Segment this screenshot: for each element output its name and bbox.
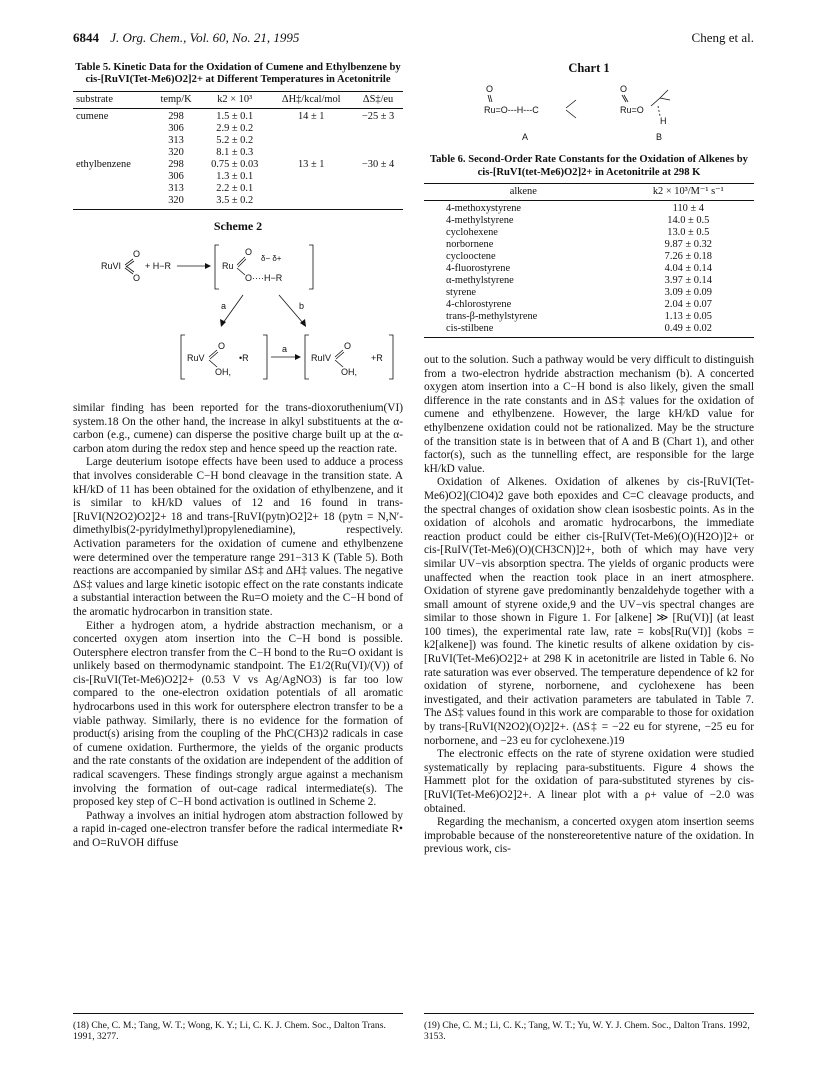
table6-cell: 14.0 ± 0.5: [667, 215, 710, 226]
chart1-label-b: B: [656, 131, 663, 142]
table6-row: [424, 287, 754, 299]
table5-col-ds: ΔS‡/eu: [353, 91, 403, 108]
table5-cell: 0.75 ± 0.03: [211, 158, 259, 170]
left-column: [73, 62, 403, 851]
table6-cell: 4.04 ± 0.14: [664, 263, 712, 274]
table5-row: [73, 123, 403, 135]
table6-cell: 1.13 ± 0.05: [664, 311, 712, 322]
table5-cell: −30 ± 4: [361, 158, 395, 170]
scheme2-int2-cation: +R: [371, 353, 383, 364]
left-paragraph-4: Pathway a involves an initial hydrogen atom abstraction followed by a rapid in-caged one-electron transfer before the radical intermediate R• and O=RuVOH diffuse: [73, 809, 403, 849]
table5-cell: ethylbenzene: [76, 158, 131, 170]
table5-cell: [73, 195, 152, 210]
table6-col-k2: k2 × 10³/M⁻¹ s⁻¹: [623, 184, 754, 201]
table6-row: [424, 201, 754, 216]
scheme2-reactant-ru: RuVI: [101, 261, 122, 272]
table5-cell: cumene: [76, 110, 109, 122]
table6-row: [424, 239, 754, 251]
table5-cell: 13 ± 1: [297, 158, 325, 170]
scheme2-ts-charges: δ− δ+: [261, 254, 282, 264]
table5-cell: 14 ± 1: [297, 110, 325, 122]
table6-cell: cyclohexene: [446, 227, 498, 238]
table6: [424, 183, 754, 338]
scheme2-ts-o1: O: [245, 247, 253, 258]
table5-cell: 5.2 ± 0.2: [216, 134, 254, 146]
scheme2-int1-oh: OH,: [215, 367, 232, 378]
running-header: [73, 30, 754, 50]
scheme2-int2-ru: RuIV: [311, 353, 332, 364]
scheme2-path-b: b: [299, 301, 305, 312]
scheme2-reactant-o2: O: [133, 273, 141, 284]
table5-row: [73, 135, 403, 147]
table6-cell: 4-fluorostyrene: [446, 263, 511, 274]
table6-row: [424, 227, 754, 239]
table5-row: [73, 171, 403, 183]
table6-cell: 13.0 ± 0.5: [667, 227, 710, 238]
chart1-label-a: A: [522, 131, 529, 142]
table6-cell: styrene: [446, 287, 477, 298]
table6-cell: cyclooctene: [446, 251, 496, 262]
table5-cell: [269, 123, 353, 135]
table5-cell: −25 ± 3: [361, 110, 395, 122]
table5-cell: [269, 171, 353, 183]
running-authors: Cheng et al.: [691, 30, 754, 45]
table6-row: [424, 311, 754, 323]
table5-cell: [353, 147, 403, 159]
table5-row: [73, 147, 403, 159]
table6-cell: 4-methoxystyrene: [446, 203, 522, 214]
table5-cell: 320: [152, 195, 200, 210]
table5-cell: [73, 147, 152, 159]
right-column: [424, 62, 754, 857]
left-paragraph-3: Either a hydrogen atom, a hydride abstraction mechanism, or a concerted oxygen atom insertion into the C−H bond is possible. Outersphere electron transfer from the C−H bond to the Ru=O oxidant is unlikely based on thermodynamic standpoint. The E1/2(Ru(VI)/(V)) of cis-[RuVI(Tet-Me6)O2]2+ (0.53 V vs Ag/AgNO3) is far too low compared to the one-electron oxidation potentials of all aromatic hydrocarbons used in this work for outersphere electron transfer to be a viable pathway. Similarly, there is no evidence for the formation of product(s) arising from the coupling of the PhC(CH3)2 radicals in case of cumene oxidation. Furthermore, the yields of the organic products and the rate constants of the oxidation are independent of the addition of radical scavengers. These findings strongly argue against a mechanism involving the formation of out-cage radical intermediate(s). The proposed key step of C−H bond activation is outlined in Scheme 2.: [73, 619, 403, 809]
scheme2-plus-hr: + H−R: [145, 261, 172, 272]
table5-col-k2: k2 × 10³: [200, 91, 269, 108]
table5-cell: [353, 183, 403, 195]
table6-cell: 9.87 ± 0.32: [664, 239, 712, 250]
table5-cell: [73, 135, 152, 147]
table6-cell: 7.26 ± 0.18: [664, 251, 712, 262]
page-number: 6844: [73, 30, 99, 45]
chart1-diagram: [424, 80, 754, 146]
scheme2-int2-o: O: [344, 341, 352, 352]
left-paragraph-1: similar finding has been reported for the trans-dioxoruthenium(VI) system.18 On the other hand, the increase in alkyl substituents at the α-carbon (e.g., cumene) can disperse the positive charge built up at the α-carbon atom during the redox step and hence speed up the reaction rate.: [73, 402, 403, 455]
table5-cell: 298: [168, 158, 184, 170]
table6-cell: cis-stilbene: [424, 323, 623, 338]
table5-col-dh: ΔH‡/kcal/mol: [269, 91, 353, 108]
table5-cell: [353, 171, 403, 183]
table6-cell: trans-β-methylstyrene: [446, 311, 538, 322]
table6-cell: 0.49 ± 0.02: [623, 323, 754, 338]
chart1-a-bond: Ru=O---H---C: [484, 104, 539, 115]
table6-row: [424, 275, 754, 287]
table5-cell: 313: [168, 182, 184, 194]
chart1-b-hydrogen: H: [660, 115, 667, 126]
table6-cell: 4-methylstyrene: [446, 215, 514, 226]
journal-citation: J. Org. Chem., Vol. 60, No. 21, 1995: [110, 30, 300, 45]
right-paragraph-3: The electronic effects on the rate of styrene oxidation were studied systematically by replacing para-substituents. Figure 4 shows the Hammett plot for the oxidation of para-substituted styrenes by cis-[RuVI(Tet-Me6)O2]2+. A linear plot with a ρ+ value of −2.0 was obtained.: [424, 748, 754, 815]
scheme2-int2-oh: OH,: [341, 367, 358, 378]
table6-row: [424, 263, 754, 275]
chart1-a-oxygen: O: [486, 83, 494, 94]
table5-cell: 306: [168, 122, 184, 134]
right-paragraph-4: Regarding the mechanism, a concerted oxygen atom insertion seems improbable because of the nonstereoretentive nature of the oxidation. In previous work, cis-: [424, 816, 754, 856]
table5-cell: 306: [168, 170, 184, 182]
table5-cell: 8.1 ± 0.3: [216, 146, 254, 158]
chart1-title: Chart 1: [568, 61, 610, 75]
right-paragraph-2: Oxidation of Alkenes. Oxidation of alkenes by cis-[RuVI(Tet-Me6)O2](ClO4)2 gave both epoxides and C=C cleavage products, and the spectral changes of oxidation show clean isosbestic points. As in the oxidation of alcohols and aromatic hydrocarbons, the immediate reaction product could be either cis-[RuIV(Tet-Me6)(O)(H2O)]2+ or cis-[RuIV(Tet-Me6)(O)(CH3CN)]2+, both of which may have very similar UV−vis absorption spectra. The yields of organic products were unaffected when the reaction took place in an inert atmosphere. Oxidation of styrene gave predominantly benzaldehyde together with a small amount of styrene oxide,9 and the UV−vis spectral changes are similar to those shown in Figure 1. For [alkene] ≫ [Ru(VI)] (at least 100 times), the experimental rate law, rate = kobs[Ru(VI)] (kobs = k2[alkene]) was found. The kinetic results of alkene oxidation by cis-[RuVI(Tet-Me6)O2]2+ at 298 K in acetonitrile are listed in Table 6. No rate saturation was ever observed. The temperature dependence of k2 for oxidation of styrene, norbornene, and cyclohexene has been investigated, and their activation parameters are tabulated in Table 7. The ΔS‡ values found in this work are comparable to those for oxidation by trans-[RuVI(N2O2)(O)2]2+. (ΔS‡ = −22 eu for styrene, −25 eu for norbornene, and −23 eu for cyclohexene.)19: [424, 476, 754, 747]
scheme2-int1-ru: RuV: [187, 353, 205, 364]
table5-cell: [73, 183, 152, 195]
scheme2-reactant-o1: O: [133, 249, 141, 260]
table5-row: [73, 108, 403, 123]
scheme2-ts-bond: O····H−R: [245, 273, 283, 284]
table6-row: [424, 215, 754, 227]
table5-cell: 2.9 ± 0.2: [216, 122, 254, 134]
footnote-18: (18) Che, C. M.; Tang, W. T.; Wong, K. Y.; Li, C. K. J. Chem. Soc., Dalton Trans. 1991, 3277.: [73, 1013, 403, 1043]
table6-row: [424, 299, 754, 311]
table6-cell: α-methylstyrene: [446, 275, 514, 286]
table6-row: [424, 323, 754, 338]
table5-row: [73, 195, 403, 210]
table5-cell: 2.2 ± 0.1: [216, 182, 254, 194]
table5-cell: [353, 195, 403, 210]
scheme2-ts-ru: Ru: [222, 261, 234, 272]
table5-col-temp: temp/K: [152, 91, 200, 108]
table6-row: [424, 251, 754, 263]
table5-caption: Table 5. Kinetic Data for the Oxidation of Cumene and Ethylbenzene by cis-[RuVI(Tet-Me6)O2]2+ at Different Temperatures in Acetonitrile: [75, 62, 401, 86]
table6-cell: 4-chlorostyrene: [446, 299, 512, 310]
footnote-19: (19) Che, C. M.; Li, C. K.; Tang, W. T.; Yu, W. Y. J. Chem. Soc., Dalton Trans. 1992, 3153.: [424, 1013, 754, 1043]
scheme2-path-a: a: [221, 301, 227, 312]
table5-cell: 298: [168, 110, 184, 122]
table5-cell: [73, 123, 152, 135]
table5-cell: [269, 135, 353, 147]
table6-cell: 3.97 ± 0.14: [664, 275, 712, 286]
scheme2-int1-o: O: [218, 341, 226, 352]
table6-caption: Table 6. Second-Order Rate Constants for the Oxidation of Alkenes by cis-[RuVI(tet-Me6)O2]2+ in Acetonitrile at 298 K: [430, 154, 748, 178]
left-paragraph-2: Large deuterium isotope effects have been used to adduce a process that involves considerable C−H bond cleavage in the transition state. A kH/kD of 11 has been obtained for the oxidation of ethylbenzene, and it is similar to kH/kD values of 12 and 16 found in trans-[RuVI(N2O2)O2]2+ 18 and trans-[RuVI(pytn)O2]2+ 18 (pytn = N,N′-dimethylbis(2-pyridylmethyl)propylenediamine), respectively. Activation parameters for the oxidation of cumene and ethylbenzene were determined over the temperature range 291−313 K (Table 5). Both reactions are accompanied by similar ΔS‡ and ΔH‡ values. The negative ΔS‡ values and large kinetic isotopic effect on the rate constants indicate a substantial interaction between the Ru=O moiety and the C−H bond of the aromatic hydrocarbon in transition state.: [73, 456, 403, 618]
table5-cell: [269, 183, 353, 195]
table5-cell: [269, 147, 353, 159]
table5-cell: [353, 135, 403, 147]
table5-cell: [73, 171, 152, 183]
table5-cell: 1.3 ± 0.1: [216, 170, 254, 182]
table5-cell: 1.5 ± 0.1: [216, 110, 254, 122]
chart1-b-oxygen: O: [620, 83, 628, 94]
table6-cell: 2.04 ± 0.07: [664, 299, 712, 310]
table5-cell: 3.5 ± 0.2: [200, 195, 269, 210]
table5-cell: [353, 123, 403, 135]
right-body-text: [424, 354, 754, 857]
table5-row: [73, 183, 403, 195]
table5-cell: 320: [168, 146, 184, 158]
scheme2-diagram: [73, 237, 403, 387]
table5-cell: 313: [168, 134, 184, 146]
table5-col-substrate: substrate: [73, 91, 152, 108]
chart1-b-ru: Ru=O: [620, 104, 644, 115]
table5: [73, 91, 403, 210]
scheme2-title: Scheme 2: [213, 218, 263, 233]
scheme2-int1-radical: •R: [239, 353, 249, 364]
left-body-text: [73, 402, 403, 851]
table5-cell: [269, 195, 353, 210]
table5-row: [73, 159, 403, 171]
right-paragraph-1: out to the solution. Such a pathway would be very difficult to distinguish from a two-electron hydride abstraction mechanism (b). A concerted oxygen atom insertion into a C−H bond is also likely, given the small difference in the rate constants and in ΔS‡ values for the oxidation of cumene and ethylbenzene. However, the large kH/kD value for ethylbenzene oxidation could not be rationalized. May be the structure of the transition state is in between that of A and B (Chart 1), and other factor(s), such as the tunnelling effect, are responsible for the large kH/kD value.: [424, 354, 754, 475]
table6-cell: 3.09 ± 0.09: [664, 287, 712, 298]
table6-cell: 110 ± 4: [672, 203, 704, 214]
table6-col-alkene: alkene: [424, 184, 623, 201]
table6-cell: norbornene: [446, 239, 494, 250]
scheme2-arrow-a: a: [282, 344, 288, 355]
